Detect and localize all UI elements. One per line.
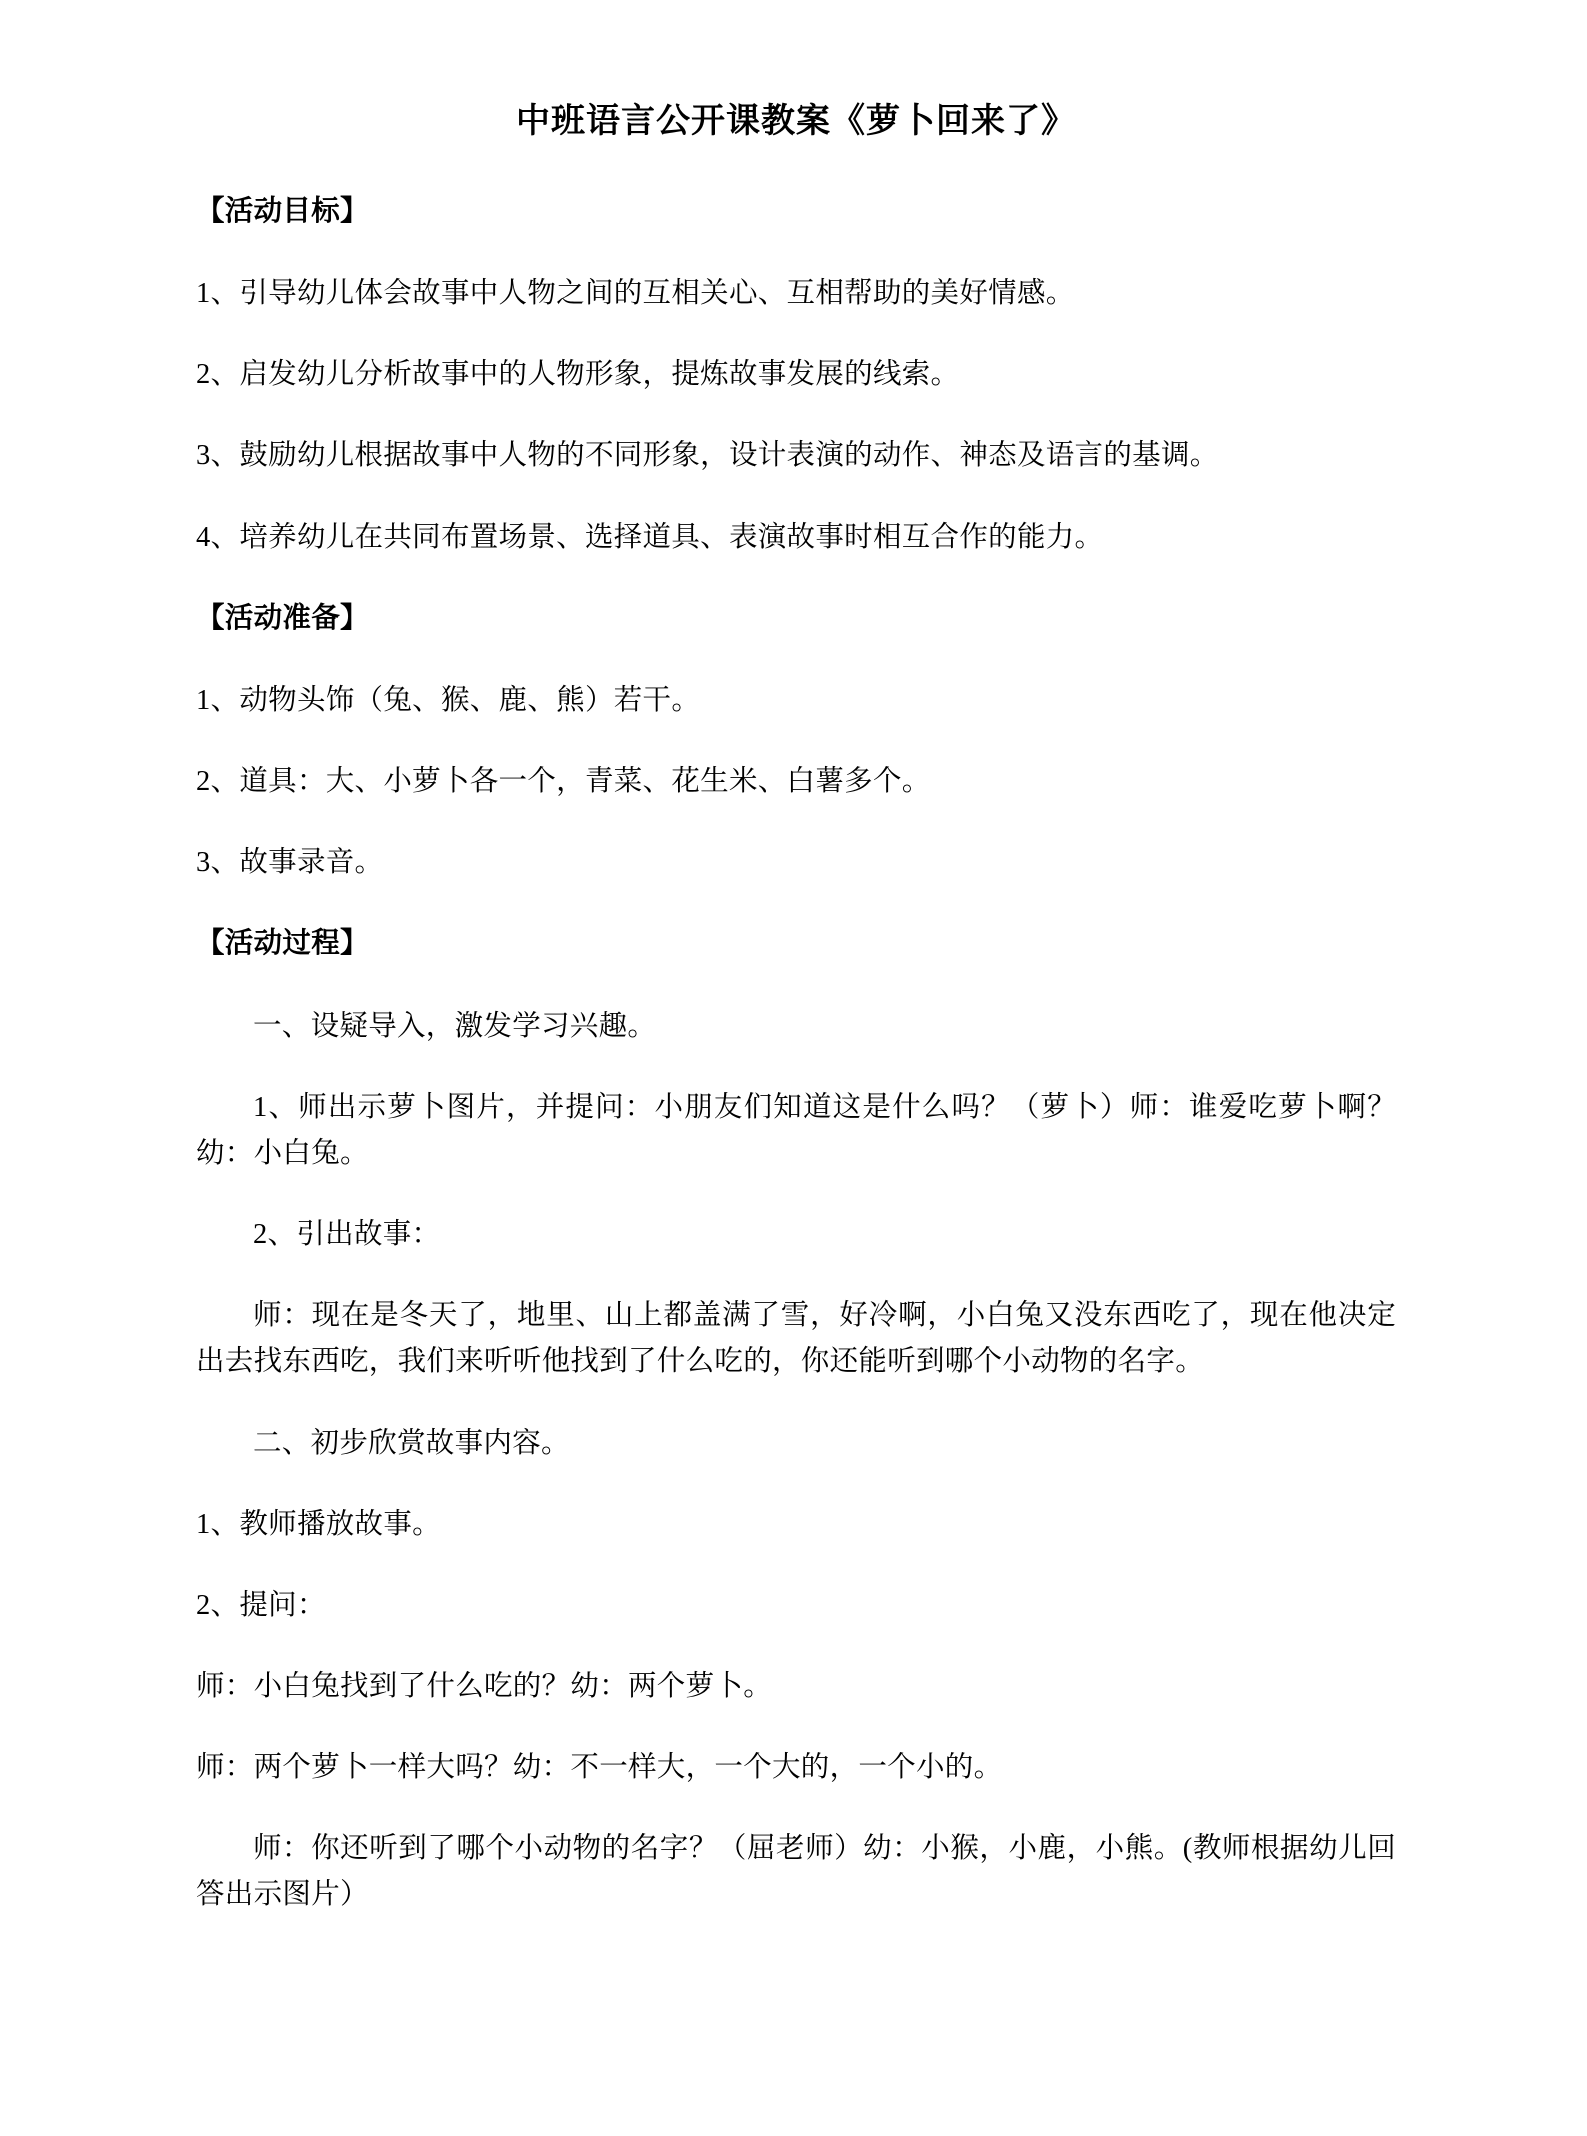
process-step-two-item-1: 1、教师播放故事。 bbox=[196, 1508, 441, 1540]
page-title: 中班语言公开课教案《萝卜回来了》 bbox=[516, 103, 1076, 140]
section-heading-process: 【活动过程】 bbox=[196, 928, 369, 960]
objective-item-1: 1、引导幼儿体会故事中人物之间的互相关心、互相帮助的美好情感。 bbox=[196, 278, 1075, 310]
qa-line-3: 师：你还听到了哪个小动物的名字？（屈老师）幼：小猴，小鹿，小熊。(教师根据幼儿回答出示图片） bbox=[196, 1833, 1396, 1911]
qa-line-2: 师：两个萝卜一样大吗？幼：不一样大，一个大的，一个小的。 bbox=[196, 1752, 1003, 1784]
qa-line-1: 师：小白兔找到了什么吃的？幼：两个萝卜。 bbox=[196, 1670, 773, 1702]
process-step-one-item-1: 1、师出示萝卜图片，并提问：小朋友们知道这是什么吗？（萝卜）师：谁爱吃萝卜啊？幼：小白兔。 bbox=[196, 1091, 1396, 1169]
preparation-item-1: 1、动物头饰（兔、猴、鹿、熊）若干。 bbox=[196, 684, 701, 716]
section-heading-preparation: 【活动准备】 bbox=[196, 602, 369, 634]
process-step-one-narration: 师：现在是冬天了，地里、山上都盖满了雪，好冷啊，小白兔又没东西吃了，现在他决定出去找东西吃，我们来听听他找到了什么吃的，你还能听到哪个小动物的名字。 bbox=[196, 1300, 1396, 1378]
objective-item-2: 2、启发幼儿分析故事中的人物形象，提炼故事发展的线索。 bbox=[196, 359, 960, 391]
process-step-one-item-2: 2、引出故事： bbox=[253, 1219, 441, 1251]
process-step-two: 二、初步欣赏故事内容。 bbox=[253, 1427, 570, 1459]
document-body bbox=[196, 96, 1396, 1954]
objective-item-4: 4、培养幼儿在共同布置场景、选择道具、表演故事时相互合作的能力。 bbox=[196, 521, 1104, 553]
objective-item-3: 3、鼓励幼儿根据故事中人物的不同形象，设计表演的动作、神态及语言的基调。 bbox=[196, 440, 1219, 472]
preparation-item-2: 2、道具：大、小萝卜各一个，青菜、花生米、白薯多个。 bbox=[196, 766, 931, 798]
process-step-two-item-2: 2、提问： bbox=[196, 1589, 326, 1621]
process-step-one: 一、设疑导入，激发学习兴趣。 bbox=[253, 1010, 657, 1042]
section-heading-objectives: 【活动目标】 bbox=[196, 196, 369, 227]
preparation-item-3: 3、故事录音。 bbox=[196, 847, 384, 879]
